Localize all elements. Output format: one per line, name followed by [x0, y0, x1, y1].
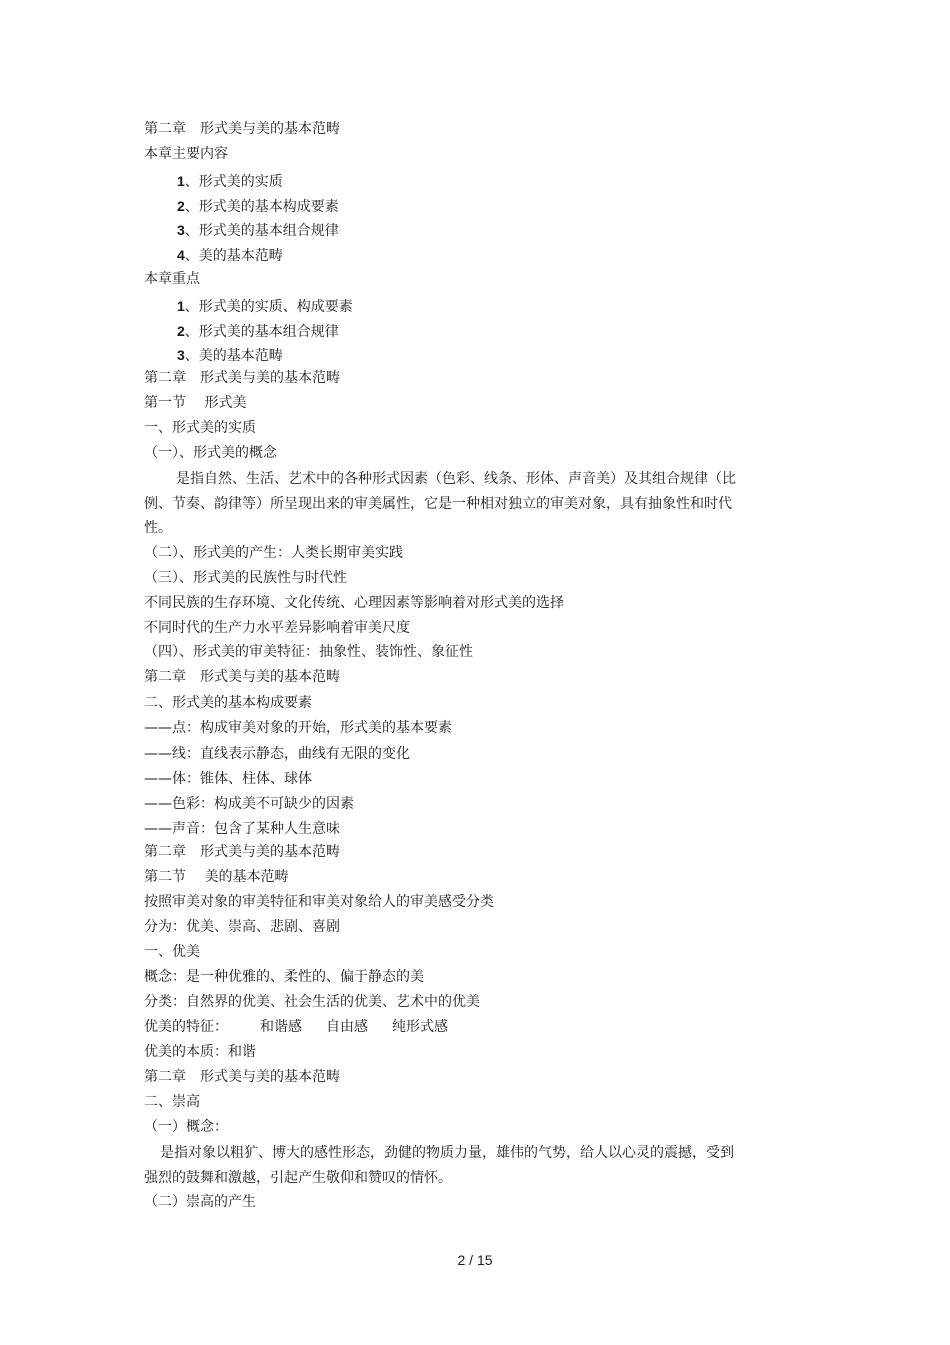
features-line	[144, 1018, 448, 1036]
chapter-heading: 第二章 形式美与美的基本范畴	[144, 121, 340, 137]
list-item	[177, 346, 283, 365]
text-line: 不同时代的生产力水平差异影响着审美尺度	[144, 620, 410, 636]
text-line: （四）、形式美的审美特征：抽象性、装饰性、象征性	[144, 644, 473, 660]
list-item	[177, 221, 339, 240]
subsection-heading: 一、形式美的实质	[144, 420, 256, 436]
section-heading: 第二节 美的基本范畴	[144, 869, 289, 885]
text-line: ——体：锥体、柱体、球体	[144, 771, 312, 787]
section-label: 本章重点	[144, 271, 200, 287]
item-text: 、美的基本范畴	[184, 248, 283, 264]
item-text: 、形式美的基本组合规律	[184, 223, 339, 239]
item-text: 、美的基本范畴	[184, 348, 283, 364]
list-item	[177, 297, 353, 316]
list-item	[177, 197, 339, 216]
paragraph: 是指自然、生活、艺术中的各种形式因素（色彩、线条、形体、声音美）及其组合规律（比例、节奏、韵律等）所呈现出来的审美属性，它是一种相对独立的审美对象，具有抽象性和时代性。	[144, 471, 736, 536]
text-line: 分为：优美、崇高、悲剧、喜剧	[144, 919, 340, 935]
chapter-heading: 第二章 形式美与美的基本范畴	[144, 370, 340, 386]
text-line: ——声音：包含了某种人生意味	[144, 821, 340, 837]
chapter-heading: 第二章 形式美与美的基本范畴	[144, 844, 340, 860]
text-line: （三）、形式美的民族性与时代性	[144, 570, 347, 586]
text-line: ——点：构成审美对象的开始，形式美的基本要素	[144, 720, 452, 736]
feature-item: 纯形式感	[392, 1019, 448, 1035]
text-line: ——线：直线表示静态，曲线有无限的变化	[144, 746, 410, 762]
text-line: 分类：自然界的优美、社会生活的优美、艺术中的优美	[144, 994, 480, 1010]
item-number: 2	[177, 198, 185, 214]
list-item	[177, 246, 283, 265]
subsection-heading: （一）、形式美的概念	[144, 445, 277, 461]
item-text: 、形式美的实质、构成要素	[184, 299, 353, 315]
chapter-heading: 第二章 形式美与美的基本范畴	[144, 669, 340, 685]
text-line: 优美的本质：和谐	[144, 1044, 256, 1060]
page-number: 2 / 15	[457, 1252, 493, 1268]
item-number: 4	[177, 247, 185, 263]
subsection-heading: 二、形式美的基本构成要素	[144, 695, 312, 711]
section-heading: 第一节 形式美	[144, 395, 247, 411]
text-line: 按照审美对象的审美特征和审美对象给人的审美感受分类	[144, 894, 494, 910]
text-line: （一）概念：	[144, 1119, 228, 1135]
item-number: 1	[177, 298, 185, 314]
text-line: 不同民族的生存环境、文化传统、心理因素等影响着对形式美的选择	[144, 595, 564, 611]
text-line: 概念：是一种优雅的、柔性的、偏于静态的美	[144, 969, 424, 985]
item-number: 3	[177, 347, 185, 363]
paragraph: 是指对象以粗犷、博大的感性形态，劲健的物质力量，雄伟的气势，给人以心灵的震撼，受到强烈的鼓舞和激越，引起产生敬仰和赞叹的情怀。	[144, 1145, 734, 1186]
item-number: 2	[177, 323, 185, 339]
text-line: ——色彩：构成美不可缺少的因素	[144, 796, 354, 812]
item-text: 、形式美的基本构成要素	[184, 199, 339, 215]
feature-item: 自由感	[326, 1019, 368, 1035]
text-line: （二）崇高的产生	[144, 1194, 256, 1210]
subsection-heading: 二、崇高	[144, 1094, 200, 1110]
subsection-heading: 一、优美	[144, 944, 200, 960]
feature-item: 和谐感	[260, 1019, 302, 1035]
item-text: 、形式美的实质	[184, 174, 283, 190]
item-number: 1	[177, 173, 185, 189]
item-number: 3	[177, 222, 185, 238]
features-label: 优美的特征：	[144, 1019, 228, 1035]
list-item	[177, 322, 339, 341]
text-line: （二）、形式美的产生：人类长期审美实践	[144, 545, 403, 561]
chapter-heading: 第二章 形式美与美的基本范畴	[144, 1069, 340, 1085]
item-text: 、形式美的基本组合规律	[184, 324, 339, 340]
list-item	[177, 172, 283, 191]
section-label: 本章主要内容	[144, 146, 228, 162]
